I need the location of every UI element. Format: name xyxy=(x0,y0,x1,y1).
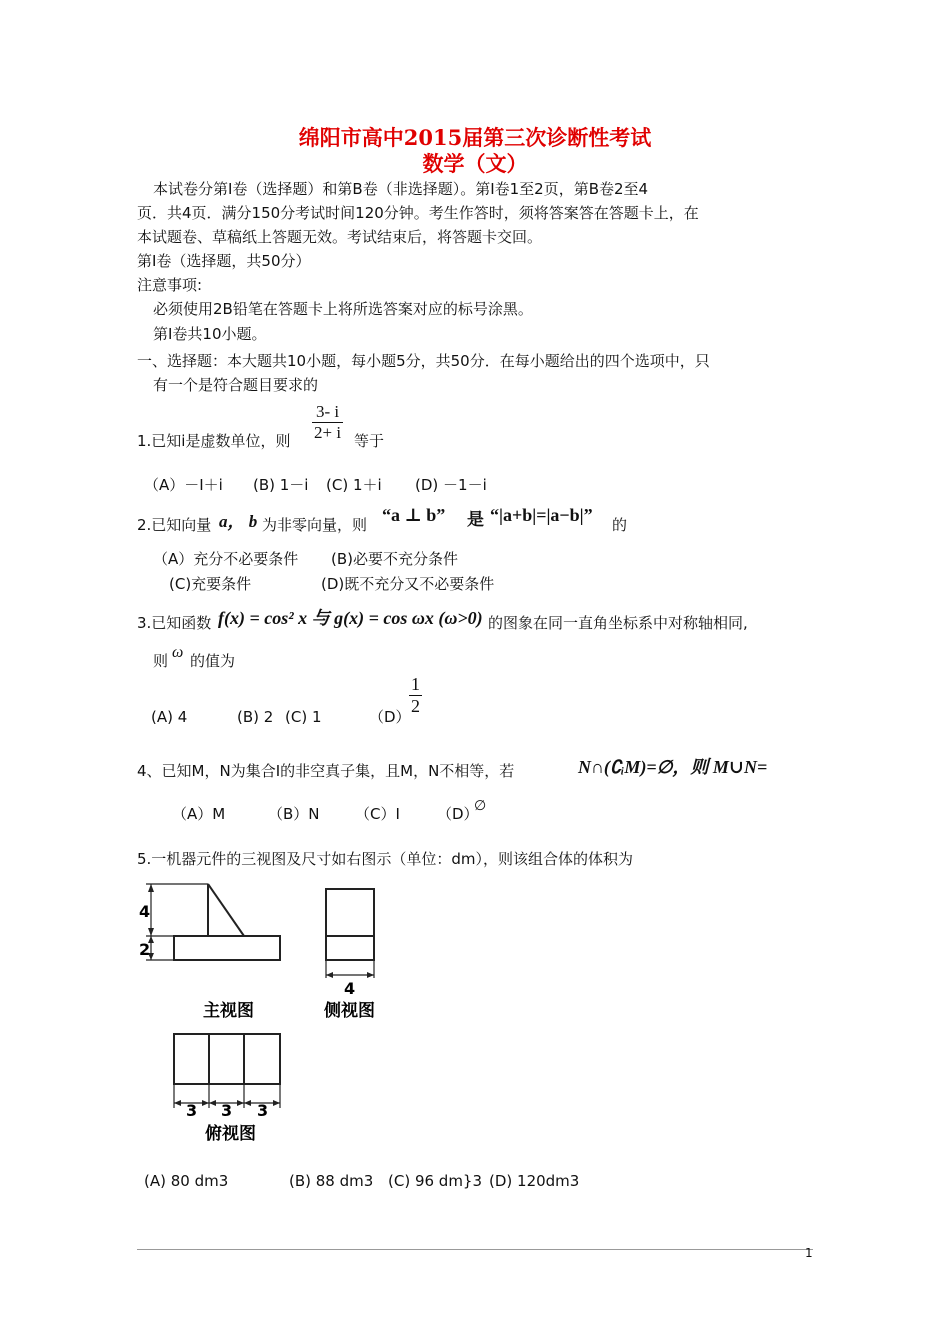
q5-option-a: (A) 80 dm3 xyxy=(144,1172,229,1190)
q3-frac-denominator: 2 xyxy=(411,696,420,716)
q3-omega: ω xyxy=(172,644,184,661)
notice-item-1: 必须使用2B铅笔在答题卡上将所选答案对应的标号涂黑。 xyxy=(153,300,533,318)
q2-prefix: 2.已知向量 xyxy=(137,516,212,534)
dim-label-3c: 3 xyxy=(257,1101,269,1120)
dim-label-side-4: 4 xyxy=(344,979,356,998)
q2-suffix: 的 xyxy=(612,516,628,534)
side-view-label: 侧视图 xyxy=(324,1001,375,1021)
q4-text: 4、已知M，N为集合I的非空真子集，且M，N不相等，若 xyxy=(137,762,515,780)
q4-formula: N∩(∁ᵢM)=∅，则 M∪N= xyxy=(578,757,768,777)
page-subtitle: 数学（文） xyxy=(422,151,528,176)
q3-frac-numerator: 1 xyxy=(411,674,420,694)
section-heading: 第I卷（选择题，共50分） xyxy=(137,252,311,270)
q1-suffix: 等于 xyxy=(354,432,385,450)
empty-set-symbol: ∅ xyxy=(474,799,487,814)
q2-option-a: （A）充分不必要条件 xyxy=(153,550,299,568)
q2-middle: 为非零向量，则 xyxy=(262,516,368,534)
part1-line-1: 一、选择题：本大题共10小题，每小题5分，共50分．在每小题给出的四个选项中，只 xyxy=(137,352,710,370)
q2-option-b: (B)必要不充分条件 xyxy=(331,550,458,568)
q2-option-d: (D)既不充分又不必要条件 xyxy=(321,575,495,593)
q2-condition-2: “|a+b|=|a−b|” xyxy=(490,505,593,525)
q3-option-a: (A) 4 xyxy=(151,708,188,726)
q3-formula: f(x) = cos² x 与 g(x) = cos ωx (ω>0) xyxy=(218,608,483,628)
q4-option-b: （B）N xyxy=(268,805,320,823)
part1-line-2: 有一个是符合题目要求的 xyxy=(153,376,319,394)
q1-option-d: (D) －1－i xyxy=(415,476,487,494)
dim-label-4: 4 xyxy=(139,902,151,921)
q1-option-b: (B) 1－i xyxy=(253,476,309,494)
q5-option-b: (B) 88 dm3 xyxy=(289,1172,374,1190)
front-view-label: 主视图 xyxy=(203,1001,254,1021)
page-title: 绵阳市高中2015届第三次诊断性考试 xyxy=(298,125,652,150)
dim-label-2: 2 xyxy=(139,940,151,959)
q2-condition-1: “a ⊥ b” xyxy=(382,505,446,525)
q4-option-c: （C）I xyxy=(355,805,400,823)
q2-is: 是 xyxy=(467,510,484,530)
q1-denominator: 2+ i xyxy=(314,423,342,442)
q3-prefix: 3.已知函数 xyxy=(137,614,212,632)
q3-option-d: （D） xyxy=(369,708,411,726)
q1-numerator: 3- i xyxy=(315,402,340,421)
q3-line2-prefix: 则 xyxy=(153,652,169,670)
intro-line-1: 本试卷分第I卷（选择题）和第B卷（非选择题）。第I卷1至2页，第B卷2至4 xyxy=(153,180,649,198)
q5-option-d: (D) 120dm3 xyxy=(489,1172,580,1190)
q1-fraction xyxy=(312,402,343,443)
q1-prefix: 1.已知i是虚数单位，则 xyxy=(137,432,291,450)
q3-option-b: (B) 2 xyxy=(237,708,274,726)
notice-item-2: 第I卷共10小题。 xyxy=(153,325,267,343)
q3-option-d-fraction xyxy=(409,674,422,717)
q1-option-c: (C) 1＋i xyxy=(326,476,382,494)
intro-line-2: 页．共4页．满分150分考试时间120分钟。考生作答时，须将答案答在答题卡上，在 xyxy=(137,204,699,222)
page-number: 1 xyxy=(805,1246,813,1260)
notice-title: 注意事项: xyxy=(137,276,203,294)
q5-text: 5.一机器元件的三视图及尺寸如右图示（单位：dm），则该组合体的体积为 xyxy=(137,850,633,868)
top-view-label: 俯视图 xyxy=(205,1124,256,1144)
q3-option-c: (C) 1 xyxy=(285,708,322,726)
q4-option-a: （A）M xyxy=(172,805,226,823)
dim-label-3b: 3 xyxy=(221,1101,233,1120)
q5-option-c: (C) 96 dm}3 xyxy=(388,1172,483,1190)
intro-line-3: 本试题卷、草稿纸上答题无效。考试结束后，将答题卡交回。 xyxy=(137,228,543,246)
three-view-figure xyxy=(136,876,392,1148)
q3-line2-suffix: 的值为 xyxy=(190,652,236,670)
q2-vectors: a， b xyxy=(219,512,258,531)
q4-option-d: （D） xyxy=(437,805,479,823)
q2-option-c: (C)充要条件 xyxy=(169,575,252,593)
footer-divider xyxy=(137,1249,813,1250)
q3-suffix: 的图象在同一直角坐标系中对称轴相同, xyxy=(488,614,748,632)
q1-option-a: （A）－I＋i xyxy=(144,476,223,494)
dim-label-3a: 3 xyxy=(186,1101,198,1120)
